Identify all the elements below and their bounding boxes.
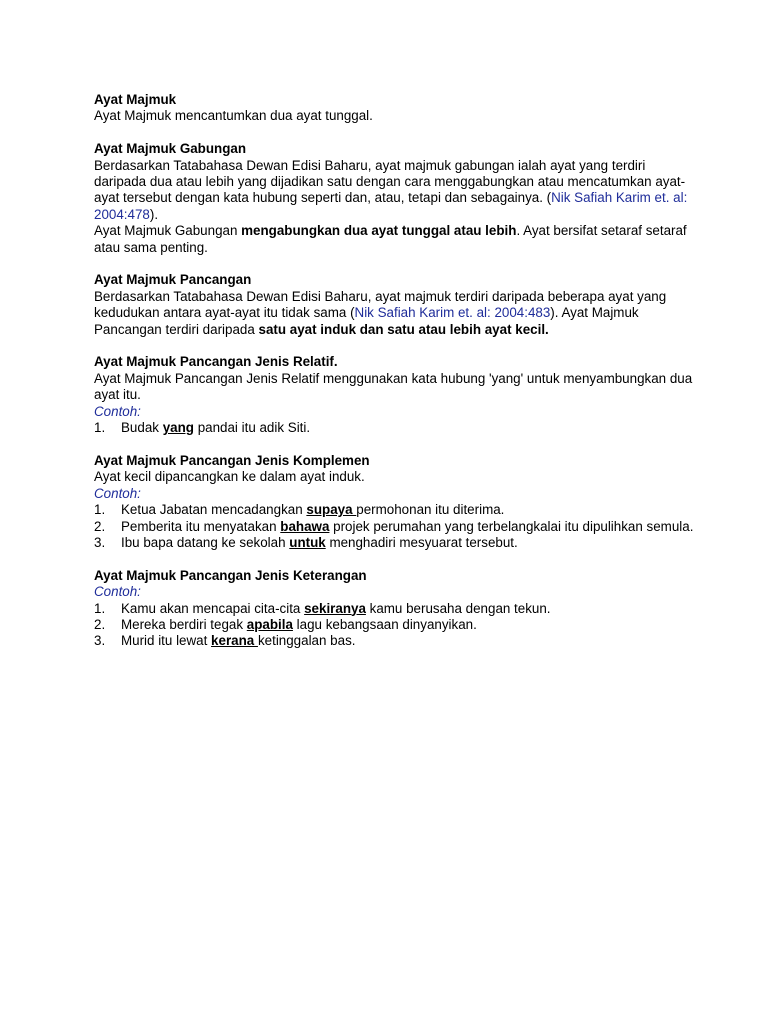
section-text: Ayat Majmuk Pancangan Jenis Relatif menggunakan kata hubung 'yang' untuk menyambungkan dua ayat itu.	[94, 370, 693, 403]
section-ayat-majmuk	[94, 92, 694, 125]
item-text-after: pandai itu adik Siti.	[193, 420, 311, 436]
list-item	[94, 633, 694, 649]
example-label: Contoh:	[94, 584, 141, 600]
list-item	[94, 420, 694, 436]
citation-close: ).	[149, 206, 159, 222]
list-item	[94, 617, 694, 633]
definition-bold-text: satu ayat induk dan satu atau lebih ayat kecil.	[258, 321, 549, 337]
item-text-before: Budak	[121, 420, 163, 436]
summary-text: Ayat Majmuk Gabungan	[94, 223, 242, 239]
definition-paragraph	[94, 289, 694, 338]
item-keyword: untuk	[289, 534, 326, 550]
section-heading: Ayat Majmuk Pancangan Jenis Keterangan	[94, 567, 367, 583]
item-number: 2.	[94, 518, 106, 534]
item-keyword: bahawa	[280, 518, 330, 534]
item-keyword: supaya	[306, 502, 357, 518]
section-text: Ayat Majmuk mencantumkan dua ayat tunggal.	[94, 108, 373, 124]
item-keyword: sekiranya	[304, 600, 366, 616]
item-text-before: Kamu akan mencapai cita-cita	[121, 600, 305, 616]
list-item	[94, 535, 694, 551]
list-item	[94, 601, 694, 617]
example-list	[94, 420, 694, 436]
item-text-before: Ibu bapa datang ke sekolah	[121, 534, 290, 550]
section-keterangan	[94, 568, 694, 650]
example-list	[94, 601, 694, 650]
definition-text: Berdasarkan Tatabahasa Dewan Edisi Baharu, ayat majmuk terdiri daripada beberapa ayat yang kedudukan antara ayat-ayat itu tidak sama (	[94, 288, 667, 321]
item-number: 1.	[94, 502, 106, 518]
summary-bold-text: mengabungkan dua ayat tunggal atau lebih	[241, 223, 517, 239]
document-body	[94, 92, 694, 666]
item-text-after: menghadiri mesyuarat tersebut.	[325, 534, 518, 550]
section-heading: Ayat Majmuk Pancangan	[94, 272, 252, 288]
section-heading: Ayat Majmuk Pancangan Jenis Komplemen	[94, 452, 370, 468]
item-text-after: lagu kebangsaan dinyanyikan.	[292, 616, 477, 632]
item-text-after: ketinggalan bas.	[257, 633, 356, 649]
section-heading: Ayat Majmuk Gabungan	[94, 141, 247, 157]
item-number: 3.	[94, 534, 106, 550]
item-number: 2.	[94, 616, 106, 632]
list-item	[94, 502, 694, 518]
item-text-after: kamu berusaha dengan tekun.	[365, 600, 551, 616]
section-relatif	[94, 354, 694, 436]
item-text-before: Pemberita itu menyatakan	[121, 518, 281, 534]
item-number: 1.	[94, 420, 106, 436]
item-keyword: kerana	[211, 633, 258, 649]
citation-reference: Nik Safiah Karim et. al: 2004:478	[94, 190, 688, 222]
item-number: 3.	[94, 633, 106, 649]
summary-paragraph	[94, 223, 694, 256]
item-text-before: Mereka berdiri tegak	[121, 616, 247, 632]
summary-tail-text: . Ayat bersifat setaraf setaraf atau sama penting.	[94, 223, 687, 255]
section-heading: Ayat Majmuk	[94, 92, 177, 107]
example-list	[94, 502, 694, 551]
list-item	[94, 519, 694, 535]
section-gabungan	[94, 141, 694, 256]
example-label: Contoh:	[94, 403, 141, 419]
definition-continuation: ). Ayat Majmuk Pancangan terdiri daripada	[94, 305, 639, 337]
example-label: Contoh:	[94, 485, 141, 501]
definition-text: Berdasarkan Tatabahasa Dewan Edisi Baharu, ayat majmuk gabungan ialah ayat yang terdiri daripada dua atau lebih yang dijadikan satu dengan cara menggabungkan atau mencatumkan ayat-ayat tersebut dengan kata hubung seperti dan, atau, tetapi dan sebagainya. (	[94, 157, 686, 206]
item-keyword: yang	[162, 420, 194, 436]
section-komplemen	[94, 453, 694, 551]
item-text-before: Murid itu lewat	[121, 633, 212, 649]
item-number: 1.	[94, 600, 106, 616]
item-text-after: projek perumahan yang terbelangkalai itu dipulihkan semula.	[329, 518, 694, 534]
citation-reference: Nik Safiah Karim et. al: 2004:483	[354, 305, 551, 321]
definition-paragraph	[94, 158, 694, 224]
item-keyword: apabila	[246, 616, 293, 632]
item-text-before: Ketua Jabatan mencadangkan	[121, 502, 307, 518]
item-text-after: permohonan itu diterima.	[356, 502, 505, 518]
section-pancangan	[94, 272, 694, 338]
section-heading: Ayat Majmuk Pancangan Jenis Relatif.	[94, 354, 338, 370]
section-text: Ayat kecil dipancangkan ke dalam ayat induk.	[94, 469, 365, 485]
